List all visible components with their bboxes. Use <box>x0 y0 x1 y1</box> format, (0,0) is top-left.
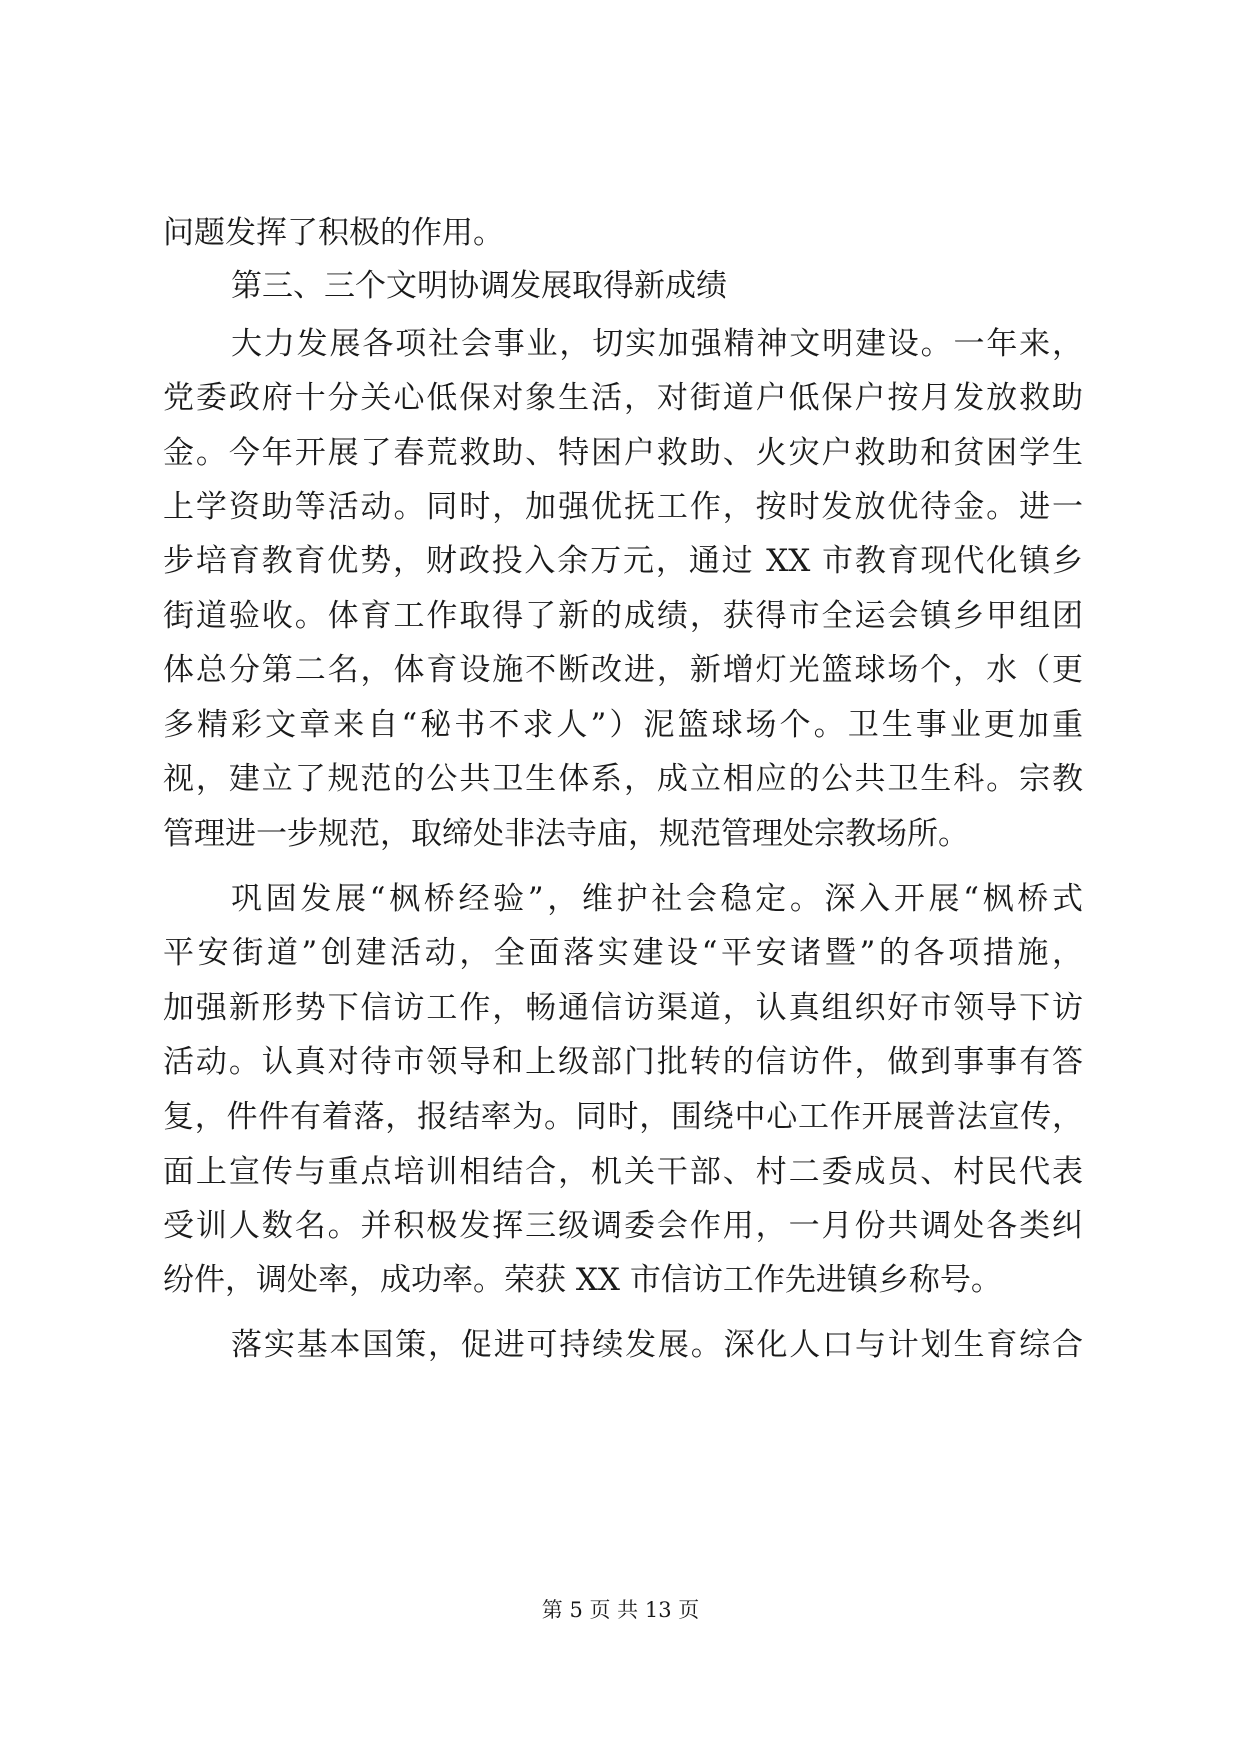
section-heading: 第三、三个文明协调发展取得新成绩 <box>231 268 727 304</box>
text-line: 面上宣传与重点培训相结合，机关干部、村二委成员、村民代表 <box>163 1154 1083 1190</box>
text-line: 多精彩文章来自“秘书不求人”）泥篮球场个。卫生事业更加重 <box>163 707 1083 743</box>
text-line: 街道验收。体育工作取得了新的成绩，获得市全运会镇乡甲组团 <box>163 598 1083 634</box>
text-line: 落实基本国策，促进可持续发展。深化人口与计划生育综合 <box>231 1327 1083 1363</box>
text-line: 巩固发展“枫桥经验”，维护社会稳定。深入开展“枫桥式 <box>231 881 1083 917</box>
text-line: 加强新形势下信访工作，畅通信访渠道，认真组织好市领导下访 <box>163 990 1083 1026</box>
text-line: 视，建立了规范的公共卫生体系，成立相应的公共卫生科。宗教 <box>163 761 1083 797</box>
text-line: 管理进一步规范，取缔处非法寺庙，规范管理处宗教场所。 <box>163 816 969 852</box>
text-line: 复，件件有着落，报结率为。同时，围绕中心工作开展普法宣传， <box>163 1099 1083 1135</box>
text-line: 金。今年开展了春荒救助、特困户救助、火灾户救助和贫困学生 <box>163 435 1083 471</box>
text-line: 平安街道”创建活动，全面落实建设“平安诸暨”的各项措施， <box>163 935 1083 971</box>
text-line: 大力发展各项社会事业，切实加强精神文明建设。一年来， <box>231 326 1083 362</box>
text-line: 受训人数名。并积极发挥三级调委会作用，一月份共调处各类纠 <box>163 1208 1083 1244</box>
text-line: 体总分第二名，体育设施不断改进，新增灯光篮球场个，水（更 <box>163 652 1083 688</box>
text-line: 上学资助等活动。同时，加强优抚工作，按时发放优待金。进一 <box>163 489 1083 525</box>
text-line: 步培育教育优势，财政投入余万元，通过 XX 市教育现代化镇乡 <box>163 543 1083 579</box>
text-line: 问题发挥了积极的作用。 <box>163 215 504 251</box>
text-line: 纷件，调处率，成功率。荣获 XX 市信访工作先进镇乡称号。 <box>163 1262 1002 1298</box>
text-line: 党委政府十分关心低保对象生活，对街道户低保户按月发放救助 <box>163 380 1083 416</box>
page-number-footer: 第 5 页 共 13 页 <box>541 1598 700 1622</box>
text-line: 活动。认真对待市领导和上级部门批转的信访件，做到事事有答 <box>163 1044 1083 1080</box>
